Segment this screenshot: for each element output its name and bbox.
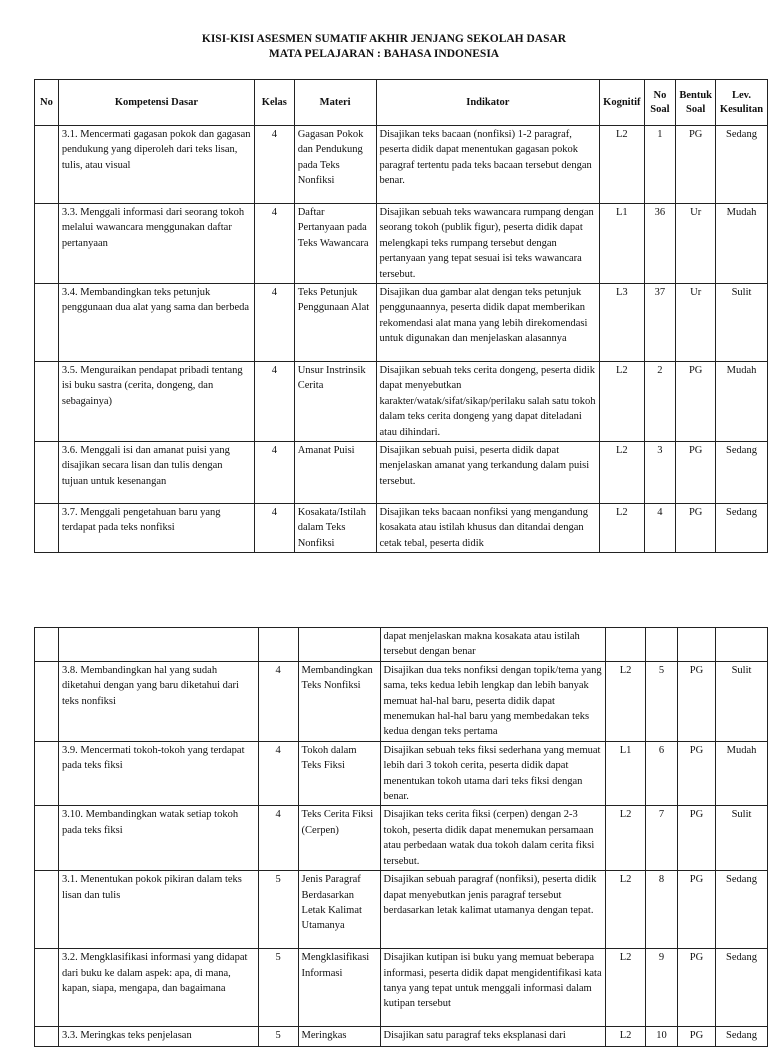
cell-no (35, 126, 59, 204)
cell-level-kesulitan: Sedang (715, 949, 767, 1027)
cell-bentuk-soal: PG (678, 806, 716, 871)
cell-kompetensi-dasar: 3.3. Meringkas teks penjelasan (58, 1027, 258, 1047)
cell-kelas: 4 (254, 204, 294, 284)
cell-kognitif: L2 (606, 1027, 646, 1047)
cell-kompetensi-dasar: 3.2. Mengklasifikasi informasi yang didapat dari buku ke dalam aspek: apa, di mana, kapan, siapa, mengapa, dan bagaimana (58, 949, 258, 1027)
cell-materi: Mengklasifikasi Informasi (298, 949, 380, 1027)
header-level-kesulitan: Lev. Kesulitan (716, 80, 768, 126)
cell-bentuk-soal: PG (676, 504, 716, 553)
cell-indikator: Disajikan kutipan isi buku yang memuat beberapa informasi, peserta didik dapat mengidentifikasi kata tanya yang tepat untuk menggali informasi dalam kutipan tersebut (380, 949, 606, 1027)
cell-no (35, 741, 59, 806)
cell-indikator: Disajikan sebuah teks wawancara rumpang dengan seorang tokoh (publik figur), peserta didik dapat melengkapi teks rumpang tersebut dengan pertanyaan yang tepat sesuai isi teks wawancara tersebut. (376, 204, 600, 284)
cell-level-kesulitan: Sedang (716, 126, 768, 204)
cell-indikator: Disajikan teks bacaan (nonfiksi) 1-2 paragraf, peserta didik dapat menentukan gagasan pokok paragraf tertentu pada teks bacaan tersebut dengan benar. (376, 126, 600, 204)
cell-kompetensi-dasar (58, 628, 258, 662)
cell-kelas: 4 (258, 806, 298, 871)
cell-materi: Jenis Paragraf Berdasarkan Letak Kalimat Utamanya (298, 871, 380, 949)
cell-bentuk-soal: PG (678, 741, 716, 806)
cell-kognitif: L2 (600, 442, 644, 504)
kisi-kisi-table-page-1 (34, 79, 768, 553)
cell-level-kesulitan: Sulit (715, 661, 767, 741)
cell-indikator: Disajikan sebuah teks fiksi sederhana yang memuat lebih dari 3 tokoh cerita, peserta didik dapat menentukan tokoh utama dari teks fiksi dengan benar. (380, 741, 606, 806)
cell-materi: Tokoh dalam Teks Fiksi (298, 741, 380, 806)
cell-materi: Amanat Puisi (294, 442, 376, 504)
cell-no-soal: 4 (644, 504, 676, 553)
cell-no (35, 204, 59, 284)
cell-kognitif: L2 (600, 126, 644, 204)
cell-bentuk-soal: PG (678, 871, 716, 949)
cell-level-kesulitan: Mudah (715, 741, 767, 806)
cell-kelas: 4 (254, 442, 294, 504)
cell-bentuk-soal: PG (678, 661, 716, 741)
cell-no (35, 1027, 59, 1047)
cell-kompetensi-dasar: 3.10. Membandingkan watak setiap tokoh pada teks fiksi (58, 806, 258, 871)
table-header-row (35, 80, 768, 126)
cell-materi: Teks Cerita Fiksi (Cerpen) (298, 806, 380, 871)
cell-kognitif: L2 (606, 806, 646, 871)
cell-bentuk-soal: PG (678, 1027, 716, 1047)
cell-level-kesulitan: Sulit (715, 806, 767, 871)
cell-no (35, 362, 59, 442)
cell-no (35, 661, 59, 741)
table-row (35, 806, 768, 871)
table-row (35, 949, 768, 1027)
cell-bentuk-soal: PG (676, 362, 716, 442)
cell-no-soal: 1 (644, 126, 676, 204)
cell-no (35, 442, 59, 504)
cell-no-soal: 5 (646, 661, 678, 741)
table-row (35, 442, 768, 504)
cell-level-kesulitan: Mudah (716, 362, 768, 442)
cell-no (35, 806, 59, 871)
cell-materi: Kosakata/Istilah dalam Teks Nonfiksi (294, 504, 376, 553)
cell-no (35, 504, 59, 553)
cell-no (35, 628, 59, 662)
cell-indikator: Disajikan sebuah puisi, peserta didik dapat menjelaskan amanat yang terkandung dalam puisi tersebut. (376, 442, 600, 504)
cell-no (35, 949, 59, 1027)
cell-kognitif: L2 (600, 504, 644, 553)
cell-no-soal: 37 (644, 284, 676, 362)
cell-level-kesulitan: Sedang (716, 504, 768, 553)
cell-level-kesulitan: Sulit (716, 284, 768, 362)
header-bentuk-soal: Bentuk Soal (676, 80, 716, 126)
cell-kognitif: L1 (606, 741, 646, 806)
title-line-2: MATA PELAJARAN : BAHASA INDONESIA (268, 48, 500, 60)
cell-kelas: 4 (258, 741, 298, 806)
cell-materi: Gagasan Pokok dan Pendukung pada Teks Nonfiksi (294, 126, 376, 204)
table-row (35, 871, 768, 949)
table-row (35, 1027, 768, 1047)
cell-kognitif: L1 (600, 204, 644, 284)
cell-level-kesulitan: Mudah (716, 204, 768, 284)
cell-no-soal: 7 (646, 806, 678, 871)
header-kompetensi-dasar: Kompetensi Dasar (58, 80, 254, 126)
table-row (35, 628, 768, 662)
cell-kelas (258, 628, 298, 662)
header-no-soal: No Soal (644, 80, 676, 126)
cell-no (35, 871, 59, 949)
table-row (35, 284, 768, 362)
cell-kognitif: L2 (600, 362, 644, 442)
cell-indikator: Disajikan dua gambar alat dengan teks petunjuk penggunaannya, peserta didik dapat memberikan rekomendasi alat mana yang lebih direkomendasi untuk digunakan dan menjelaskan alasannya (376, 284, 600, 362)
cell-no-soal: 9 (646, 949, 678, 1027)
cell-kognitif: L2 (606, 871, 646, 949)
cell-indikator: Disajikan sebuah paragraf (nonfiksi), peserta didik dapat menyebutkan jenis paragraf tersebut berdasarkan letak kalimat utamanya dengan tepat. (380, 871, 606, 949)
table-row (35, 362, 768, 442)
header-kognitif: Kognitif (600, 80, 644, 126)
header-materi: Materi (294, 80, 376, 126)
cell-no-soal: 6 (646, 741, 678, 806)
cell-materi: Meringkas (298, 1027, 380, 1047)
cell-materi: Membandingkan Teks Nonfiksi (298, 661, 380, 741)
header-no: No (35, 80, 59, 126)
cell-kompetensi-dasar: 3.7. Menggali pengetahuan baru yang terdapat pada teks nonfiksi (58, 504, 254, 553)
cell-kognitif: L3 (600, 284, 644, 362)
cell-kompetensi-dasar: 3.3. Menggali informasi dari seorang tokoh melalui wawancara menggunakan daftar pertanyaan (58, 204, 254, 284)
cell-no-soal: 8 (646, 871, 678, 949)
cell-bentuk-soal: PG (676, 442, 716, 504)
cell-indikator: Disajikan sebuah teks cerita dongeng, peserta didik dapat menyebutkan karakter/watak/sifat/sikap/perilaku salah satu tokoh dalam teks cerita dongeng yang dapat diteladani atau dihindari. (376, 362, 600, 442)
cell-bentuk-soal: Ur (676, 204, 716, 284)
cell-materi (298, 628, 380, 662)
cell-kelas: 5 (258, 949, 298, 1027)
cell-kompetensi-dasar: 3.6. Menggali isi dan amanat puisi yang disajikan secara lisan dan tulis dengan tujuan untuk kesenangan (58, 442, 254, 504)
title-line-1: KISI-KISI ASESMEN SUMATIF AKHIR JENJANG SEKOLAH DASAR (201, 33, 567, 45)
cell-bentuk-soal: PG (678, 949, 716, 1027)
cell-kognitif: L2 (606, 661, 646, 741)
cell-indikator: Disajikan teks bacaan nonfiksi yang mengandung kosakata atau istilah khusus dan ditandai dengan cetak tebal, peserta didik (376, 504, 600, 553)
cell-indikator: Disajikan dua teks nonfiksi dengan topik/tema yang sama, teks kedua lebih lengkap dan lebih banyak memuat hal-hal baru, peserta didik dapat menemukan hal-hal baru yang membedakan teks kedua dengan teks pertama (380, 661, 606, 741)
cell-kelas: 5 (258, 1027, 298, 1047)
table-row (35, 126, 768, 204)
cell-no (35, 284, 59, 362)
cell-bentuk-soal (678, 628, 716, 662)
document-title (0, 32, 768, 62)
cell-kelas: 4 (254, 362, 294, 442)
cell-kompetensi-dasar: 3.5. Menguraikan pendapat pribadi tentang isi buku sastra (cerita, dongeng, dan sebagainya) (58, 362, 254, 442)
header-indikator: Indikator (376, 80, 600, 126)
table-row (35, 204, 768, 284)
cell-kelas: 5 (258, 871, 298, 949)
cell-materi: Teks Petunjuk Penggunaan Alat (294, 284, 376, 362)
cell-kompetensi-dasar: 3.4. Membandingkan teks petunjuk penggunaan dua alat yang sama dan berbeda (58, 284, 254, 362)
cell-kompetensi-dasar: 3.9. Mencermati tokoh-tokoh yang terdapat pada teks fiksi (58, 741, 258, 806)
cell-no-soal: 3 (644, 442, 676, 504)
cell-level-kesulitan: Sedang (716, 442, 768, 504)
table-row (35, 661, 768, 741)
cell-materi: Daftar Pertanyaan pada Teks Wawancara (294, 204, 376, 284)
cell-bentuk-soal: PG (676, 126, 716, 204)
cell-level-kesulitan: Sedang (715, 871, 767, 949)
cell-level-kesulitan: Sedang (715, 1027, 767, 1047)
cell-no-soal (646, 628, 678, 662)
cell-kompetensi-dasar: 3.1. Menentukan pokok pikiran dalam teks lisan dan tulis (58, 871, 258, 949)
cell-kelas: 4 (254, 126, 294, 204)
cell-kelas: 4 (254, 284, 294, 362)
cell-kognitif: L2 (606, 949, 646, 1027)
table-row (35, 741, 768, 806)
cell-kelas: 4 (258, 661, 298, 741)
cell-no-soal: 10 (646, 1027, 678, 1047)
cell-materi: Unsur Instrinsik Cerita (294, 362, 376, 442)
cell-level-kesulitan (715, 628, 767, 662)
cell-indikator: Disajikan satu paragraf teks eksplanasi dari (380, 1027, 606, 1047)
cell-indikator: Disajikan teks cerita fiksi (cerpen) dengan 2-3 tokoh, peserta didik dapat menemukan persamaan atau perbedaan watak dua tokoh dalam cerita fiksi tersebut. (380, 806, 606, 871)
cell-indikator: dapat menjelaskan makna kosakata atau istilah tersebut dengan benar (380, 628, 606, 662)
cell-kelas: 4 (254, 504, 294, 553)
cell-no-soal: 36 (644, 204, 676, 284)
header-kelas: Kelas (254, 80, 294, 126)
cell-bentuk-soal: Ur (676, 284, 716, 362)
table-row (35, 504, 768, 553)
cell-no-soal: 2 (644, 362, 676, 442)
kisi-kisi-table-page-2 (34, 627, 768, 1047)
cell-kompetensi-dasar: 3.8. Membandingkan hal yang sudah diketahui dengan yang baru diketahui dari teks nonfiksi (58, 661, 258, 741)
cell-kognitif (606, 628, 646, 662)
cell-kompetensi-dasar: 3.1. Mencermati gagasan pokok dan gagasan pendukung yang diperoleh dari teks lisan, tulis, atau visual (58, 126, 254, 204)
